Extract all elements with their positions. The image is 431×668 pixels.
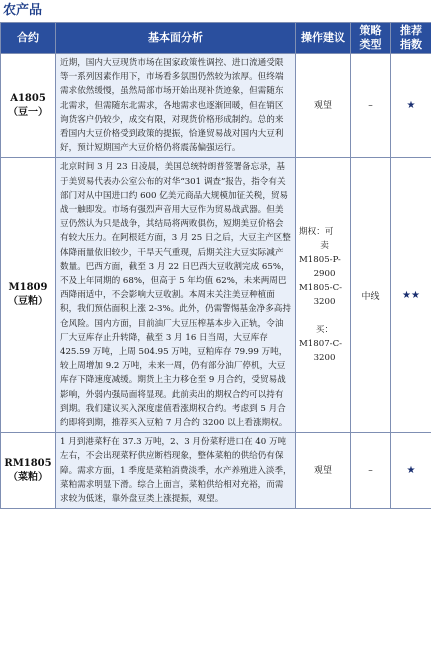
rating-cell xyxy=(391,433,431,509)
section-title: 农产品 xyxy=(3,3,43,18)
operation-line: 期权：可 xyxy=(299,227,334,238)
header-analysis: 基本面分析 xyxy=(56,23,296,54)
operation-cell xyxy=(296,158,351,433)
operation-line: 3200 xyxy=(313,297,336,308)
header-strategy-type: 策略类型 xyxy=(351,23,391,54)
operation-line: 2900 xyxy=(313,269,336,280)
header-contract: 合约 xyxy=(1,23,56,54)
contract-code: RM1805 xyxy=(4,457,52,469)
analysis-cell: 近期，国内大豆现货市场在国家政策性调控、进口流通受限等一系列因素作用下，市场看多氛围仍然较为浓厚。但终端需求依然缓慢，虽然局部市场开始出现补货迹象，但需随东北需求，但需随东北需求，各地需求也逐渐回暖，但在销区询货客户仍较少，成交有限，对现货价格形成制约。总的来看国内大豆价格受到政策的提振，恰逢贸易战对国内大豆利好，预计短期国产大豆价格仍将震荡偏强运行。 xyxy=(56,54,296,158)
operation-cell: 观望 xyxy=(296,433,351,509)
contract-name: （豆粕） xyxy=(8,296,48,308)
operation-line: 3200 xyxy=(313,353,336,364)
strategy-table xyxy=(0,22,431,509)
contract-code: M1809 xyxy=(8,282,48,294)
operation-cell: 观望 xyxy=(296,54,351,158)
operation-line: 卖 xyxy=(320,241,329,252)
operation-line: M1805-P- xyxy=(299,255,341,266)
operation-line: M1807-C- xyxy=(299,339,343,350)
star-icon: ★ xyxy=(406,465,416,477)
star-icon: ★★ xyxy=(402,289,420,301)
table-row xyxy=(1,158,431,433)
strategy-type-cell: 中线 xyxy=(351,158,391,433)
star-icon: ★ xyxy=(406,100,416,112)
rating-cell xyxy=(391,158,431,433)
table-row xyxy=(1,433,431,509)
contract-cell xyxy=(1,54,56,158)
strategy-type-cell: – xyxy=(351,54,391,158)
analysis-cell: 1 月到港菜籽在 37.3 万吨，2、3 月份菜籽进口在 40 万吨左右，不会出现菜籽供应断档现象，整体菜粕的供给仍有保障。需求方面，1 季度是菜粕消费淡季，水产养殖进入淡季，菜粕需求明显下滑。综合上面言，菜粕供给相对充裕，而需求较为低迷，靠外盘豆类上涨提振，观望。 xyxy=(56,433,296,509)
table-header-row xyxy=(1,23,431,54)
rating-cell xyxy=(391,54,431,158)
operation-line xyxy=(299,309,350,323)
contract-name: （菜粕） xyxy=(8,471,48,483)
contract-cell xyxy=(1,158,56,433)
header-rating: 推荐指数 xyxy=(391,23,431,54)
operation-line: M1805-C- xyxy=(299,283,343,294)
contract-name: （豆一） xyxy=(8,106,48,118)
operation-line: 买： xyxy=(315,325,334,336)
header-operation: 操作建议 xyxy=(296,23,351,54)
contract-cell xyxy=(1,433,56,509)
strategy-type-cell: – xyxy=(351,433,391,509)
analysis-cell: 北京时间 3 月 23 日凌晨，美国总统特朗普签署备忘录，基于美贸易代表办公室公布的对华“301 调查”报告，指令有关部门对从中国进口约 600 亿美元商品大规模加征关税，贸易战一触即发。市场有强烈声音用大豆作为贸易战武器。但美豆仍然认为只是战争，其结局将两败俱伤，短期美豆价格会有较大压力。在阿根廷方面，3 月 25 日之后，大豆主产区整体降雨量依旧较少，干旱天气重现，后期关注大豆实际减产数量。巴西方面，截至 3 月 22 日巴西大豆收割完成 65%，不及上年同期的 68%，但高于 5 年均值 62%，未来两周巴西降雨适中，不会影响大豆收割。本周末关注美豆种植面积，我们预估面积上涨 2-3%。此外，仍需警惕基金净多高持仓风险。国内方面，目前油厂大豆压榨基本步入正轨，令油厂大豆库存止升转降，截至 3 月 16 日当周，大豆库存 425.59 万吨，上周 504.95 万吨，豆粕库存 79.99 万吨，较上周增加 9.2 万吨，未来一周，仍有部分油厂停机，大豆库存下降速度减缓。期货上主力移仓至 9 月合约，受贸易战影响，外弱内强局面将显现。此前卖出的期权合约可以持有到期。我们建议买入深度虚值看涨期权合约。考虑到 5 月合约即将到期，推荐买入豆粕 7 月合约 3200 以上看涨期权。 xyxy=(56,158,296,433)
table-row xyxy=(1,54,431,158)
contract-code: A1805 xyxy=(10,92,46,104)
